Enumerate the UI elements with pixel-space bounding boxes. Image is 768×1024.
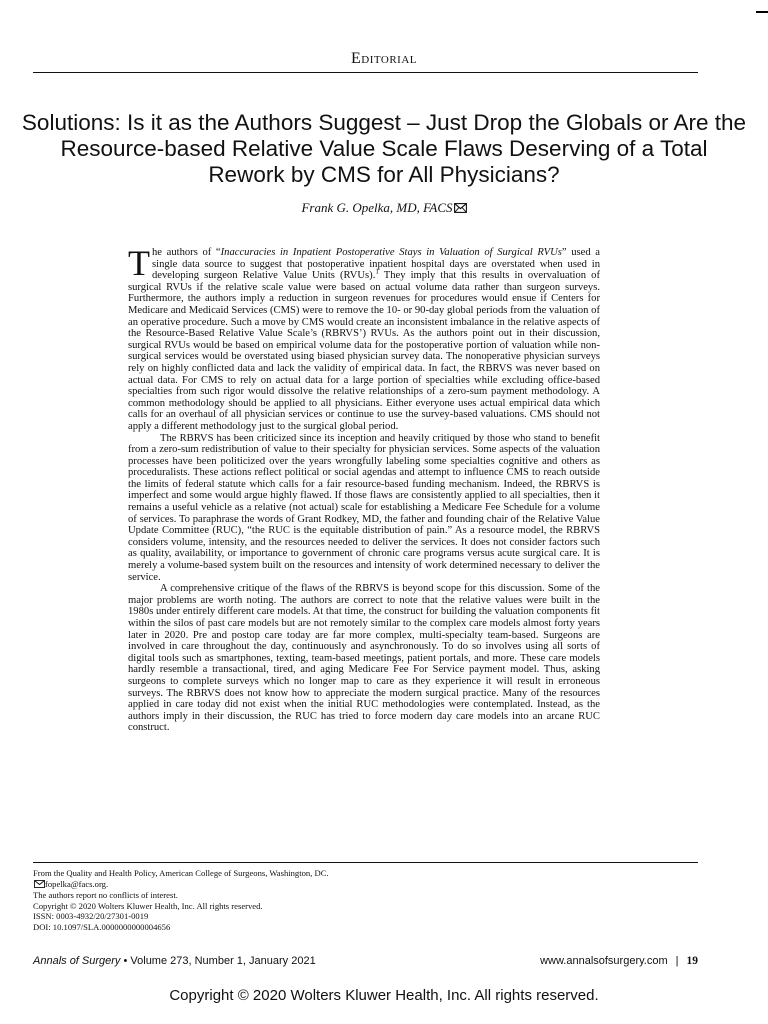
paragraph-1: The authors of “Inaccuracies in Inpatient Postoperative Stays in Valuation of Surgical RVUs” used a single data source to suggest that postoperative inpatient hospital days are overstated when used in developing surgeon Relative Value Units (RVUs).$^1$ They imply that this results in overvaluation of surgical RVUs if the relative scale value were based on actual volume data rather than surgeon surveys. Furthermore, the authors imply a reduction in surgeon revenues for procedures would ensue if Centers for Medicare and Medicaid Services (CMS) were to remove the 10- or 90-day global periods from the valuation of an operative procedure. Such a move by CMS would create an inconsistent imbalance in the relative aspects of the Resource-Based Relative Value Scale’s (RBRVS’) RVUs. As the authors point out in their discussion, surgical RVUs would be based on empirical volume data for the postoperative portion of valuation while non-surgical services would be overstated using biased physician survey data. The nonoperative physician surveys rely on highly conflicted data and lack the validity of empirical data. In fact, the RBRVS was never based on actual data. For CMS to rely on actual data for a large portion of specialties while excluding office-based specialties from such rigor would dissolve the relative relationships of a zero-sum payment methodology. A common methodology should be applied to all physicians. Either everyone uses actual empirical data which calls for an overhaul of all physician services or continue to use the survey-based valuations. CMS should not apply a different methodology just to the surgical global period. bbox=[128, 243, 600, 432]
author-line bbox=[0, 200, 768, 217]
journal-name: Annals of Surgery bbox=[33, 955, 121, 967]
footer-right bbox=[540, 955, 698, 967]
reference-1[interactable]: 1 bbox=[375, 267, 379, 276]
paragraph-3: A comprehensive critique of the flaws of the RBRVS is beyond scope for this discussion. Some of the major problems are worth noting. The authors are correct to note that the relative values were built in the 1980s under entirely different care models. At that time, the construct for building the valuation components fit within the silos of past care models but are not remotely similar to the complex care models almost forty years later in 2020. Pre and postop care today are far more complex, multi-specialty team-based. Surgeons are involved in care throughout the day, continuously and asynchronously. To do so involves using all sorts of digital tools such as smartphones, texting, team-based meetings, patient portals, and more. These care models hardly resemble a transactional, tired, and aging Medicare Fee For Service payment model. Thus, asking surgeons to complete surveys which no longer map to care as they experience it will result in erroneous surveys. The RBRVS does not know how to appreciate the modern surgical practice. Many of the resources applied in care today did not exist when the initial RUC methodologies were contemplated. Instead, as the authors imply in their discussion, the RUC has tried to force modern day care models into an arcane RUC construct. bbox=[128, 583, 600, 734]
affiliation-note: From the Quality and Health Policy, American College of Surgeons, Washington, DC. bbox=[33, 868, 329, 878]
envelope-icon bbox=[34, 880, 45, 891]
author-name: Frank G. Opelka, MD, FACS bbox=[301, 200, 453, 215]
cited-article-title: Inaccuracies in Inpatient Postoperative Stays in Valuation of Surgical RVUs bbox=[220, 247, 562, 258]
article-body bbox=[128, 243, 600, 734]
article-title: Solutions: Is it as the Authors Suggest – Just Drop the Globals or Are the Resource-based Relative Value Scale Flaws Deserving of a Total Rework by CMS for All Physicians? bbox=[21, 110, 747, 187]
journal-citation bbox=[33, 955, 316, 967]
footer-separator: | bbox=[675, 955, 679, 967]
page-footer bbox=[33, 955, 698, 971]
footnotes bbox=[33, 868, 693, 933]
issue-info: • Volume 273, Number 1, January 2021 bbox=[120, 955, 316, 967]
doi-note[interactable]: DOI: 10.1097/SLA.0000000000004656 bbox=[33, 921, 171, 932]
website-link[interactable]: www.annalsofsurgery.com bbox=[540, 955, 668, 967]
issn-note: ISSN: 0003-4932/20/27301-0019 bbox=[33, 911, 149, 922]
paragraph-2: The RBRVS has been criticized since its inception and heavily critiqued by those who stand to benefit from a zero-sum redistribution of value to their specialty for physician services. Some aspects of the valuation processes have been politicized over the years wrongfully labeling some specialties cognitive and others as proceduralists. These actions reflect political or social agendas and attempt to influence CMS to reach outside the limits of federal statute which calls for a fair resource-based funding mechanism. Indeed, the RBRVS is imperfect and some would argue highly flawed. If those flaws are consistently applied to all specialties, then it remains a useful vehicle as a relative (not actual) scale for establishing a Medicare Fee Schedule for a volume of services. To paraphrase the words of Grant Rodkey, MD, the father and founding chair of the Relative Value Update Committee (RUC), “the RUC is the equitable distribution of pain.” As a resource model, the RBRVS considers volume, intensity, and the resources needed to deliver the services. It does not consider factors such as quality, availability, or importance to government of chronic care programs versus acute surgical care. It is merely a volume-based system built on the resources and intensity of work determined necessary to deliver the service. bbox=[128, 432, 600, 583]
bottom-copyright: Copyright © 2020 Wolters Kluwer Health, Inc. All rights reserved. bbox=[169, 987, 599, 1004]
email-note bbox=[33, 879, 693, 891]
conflicts-note: The authors report no conflicts of interest. bbox=[33, 890, 178, 901]
header-rule bbox=[33, 72, 698, 73]
drop-cap: T bbox=[128, 243, 150, 283]
envelope-icon[interactable] bbox=[454, 201, 467, 217]
corner-mark bbox=[756, 11, 768, 13]
email-link[interactable]: fopelka@facs.org. bbox=[45, 878, 109, 889]
page-number: 19 bbox=[686, 955, 698, 967]
copyright-note: Copyright © 2020 Wolters Kluwer Health, Inc. All rights reserved. bbox=[33, 900, 263, 911]
section-label: Editorial bbox=[350, 50, 417, 67]
notes-rule bbox=[33, 862, 698, 863]
